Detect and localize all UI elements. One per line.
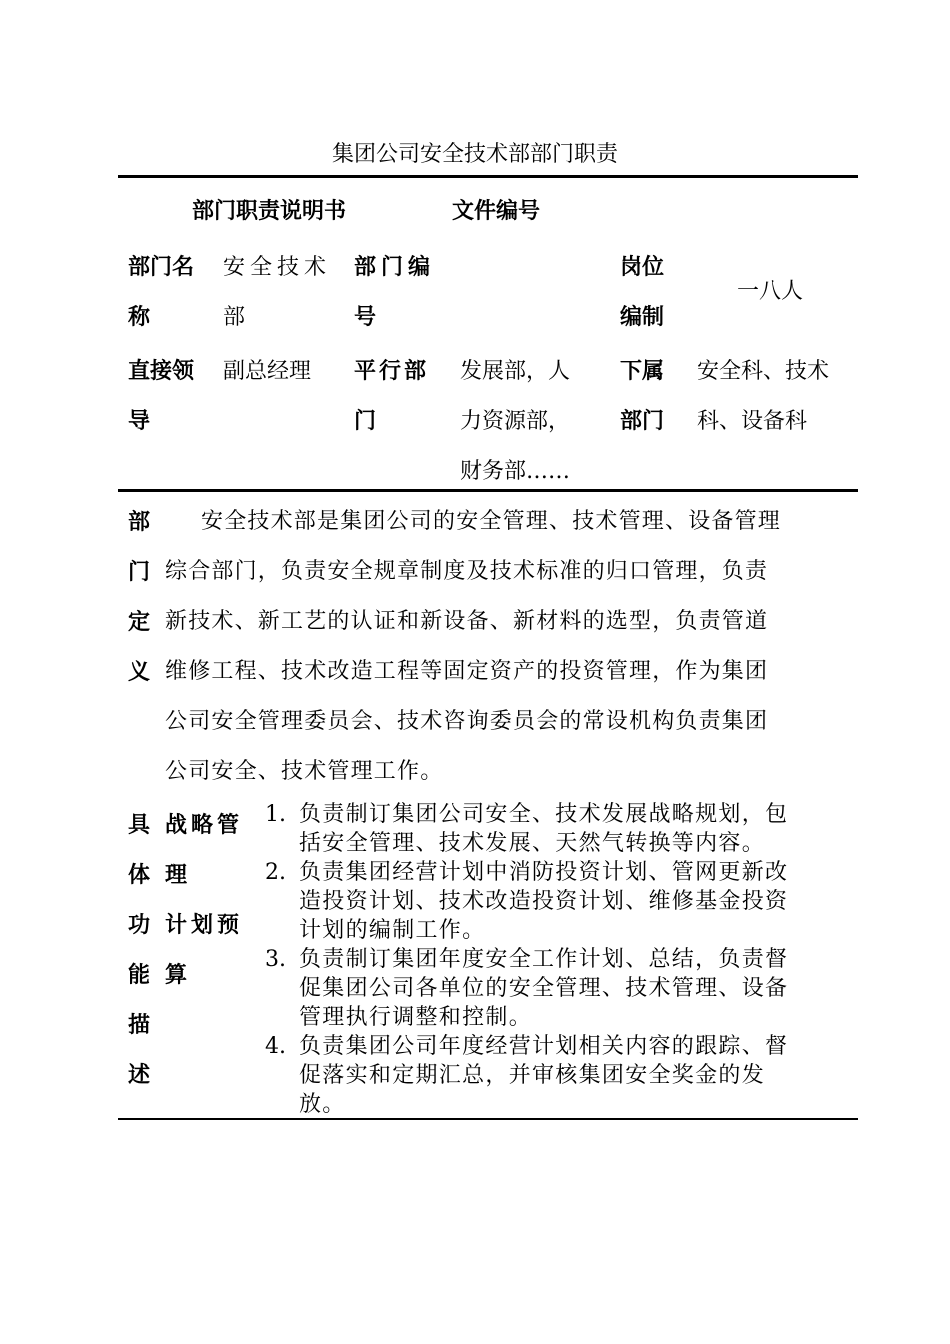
duty-line: 造投资计划、技术改造投资计划、维修基金投资	[299, 889, 789, 914]
definition-line: 公司安全管理委员会、技术咨询委员会的常设机构负责集团	[165, 709, 769, 734]
duty-item	[265, 800, 850, 858]
dept-name-label-1: 部门名	[128, 254, 195, 280]
staffing-label-2: 编制	[620, 304, 665, 330]
bottom-rule	[118, 1118, 858, 1120]
definition-text	[165, 497, 855, 797]
definition-label	[128, 497, 158, 697]
file-number-label: 文件编号	[452, 198, 541, 224]
subordinate-label-2: 部门	[620, 408, 665, 434]
top-rule	[118, 175, 858, 178]
duty-text	[299, 1032, 850, 1119]
definition-label-char: 门	[128, 559, 151, 585]
duty-number: 1.	[265, 802, 286, 827]
duty-line: 计划的编制工作。	[299, 918, 486, 943]
parallel-dept-value-3: 财务部……	[460, 459, 571, 484]
parallel-dept-value-2: 力资源部，	[460, 409, 571, 434]
sub-label-line: 算	[165, 962, 192, 988]
definition-label-char: 定	[128, 609, 151, 635]
subordinate-value-2: 科、设备科	[697, 409, 808, 434]
definition-line: 综合部门，负责安全规章制度及技术标准的归口管理，负责	[165, 559, 769, 584]
direct-leader-label-1: 直接领	[128, 358, 195, 384]
staffing-label-1: 岗位	[620, 254, 665, 280]
duty-line: 负责制订集团年度安全工作计划、总结，负责督	[299, 947, 789, 972]
parallel-dept-label-2: 门	[354, 408, 377, 434]
definition-label-char: 义	[128, 659, 151, 685]
duty-text	[299, 858, 850, 945]
functions-label-char: 能	[128, 962, 151, 988]
spec-label: 部门职责说明书	[192, 198, 347, 224]
definition-line: 维修工程、技术改造工程等固定资产的投资管理，作为集团	[165, 659, 769, 684]
duty-number: 3.	[265, 947, 286, 972]
duty-item	[265, 945, 850, 1032]
subordinate-label-1: 下属	[620, 358, 665, 384]
dept-code-label-2: 号	[354, 304, 377, 330]
direct-leader-value: 副总经理	[223, 359, 312, 384]
subordinate-value-1: 安全科、技术	[697, 359, 830, 384]
duty-line: 促落实和定期汇总，并审核集团安全奖金的发	[299, 1063, 766, 1088]
definition-line: 公司安全、技术管理工作。	[165, 759, 444, 784]
functions-label-char: 描	[128, 1012, 151, 1038]
document-title: 集团公司安全技术部部门职责	[331, 142, 618, 167]
duty-item	[265, 1032, 850, 1119]
definition-line: 安全技术部是集团公司的安全管理、技术管理、设备管理	[201, 509, 782, 534]
functions-label-char: 述	[128, 1062, 151, 1088]
duty-line: 放。	[299, 1092, 346, 1117]
sub-label-line: 计划预	[165, 912, 244, 938]
duties-list	[265, 800, 850, 1119]
definition-line: 新技术、新工艺的认证和新设备、新材料的选型，负责管道	[165, 609, 769, 634]
functions-label-char: 功	[128, 912, 151, 938]
dept-name-value-1: 安全技术	[223, 255, 332, 280]
dept-name-value-2: 部	[223, 305, 246, 330]
duty-number: 2.	[265, 860, 286, 885]
duty-number: 4.	[265, 1034, 286, 1059]
duty-line: 负责制订集团公司安全、技术发展战略规划，包	[299, 802, 789, 827]
duty-line: 促集团公司各单位的安全管理、技术管理、设备	[299, 976, 789, 1001]
duty-text	[299, 800, 850, 858]
functions-label-char: 体	[128, 862, 151, 888]
duty-line: 括安全管理、技术发展、天然气转换等内容。	[299, 831, 766, 856]
functions-label-char: 具	[128, 812, 151, 838]
dept-name-label-2: 称	[128, 304, 151, 330]
parallel-dept-value-1: 发展部，人	[460, 359, 571, 384]
sub-label-line: 理	[165, 862, 192, 888]
parallel-dept-label-1: 平行部	[354, 358, 430, 384]
sub-label-line: 战略管	[165, 812, 244, 838]
functions-sub-label	[165, 800, 255, 1000]
dept-code-label-1: 部门编	[354, 254, 436, 280]
middle-rule	[118, 489, 858, 492]
duty-item	[265, 858, 850, 945]
direct-leader-label-2: 导	[128, 408, 151, 434]
duty-line: 负责集团公司年度经营计划相关内容的跟踪、督	[299, 1034, 789, 1059]
duty-line: 负责集团经营计划中消防投资计划、管网更新改	[299, 860, 789, 885]
staffing-value: 一八人	[737, 279, 804, 304]
definition-label-char: 部	[128, 509, 151, 535]
duty-text	[299, 945, 850, 1032]
duty-line: 管理执行调整和控制。	[299, 1005, 533, 1030]
functions-label	[128, 800, 158, 1100]
